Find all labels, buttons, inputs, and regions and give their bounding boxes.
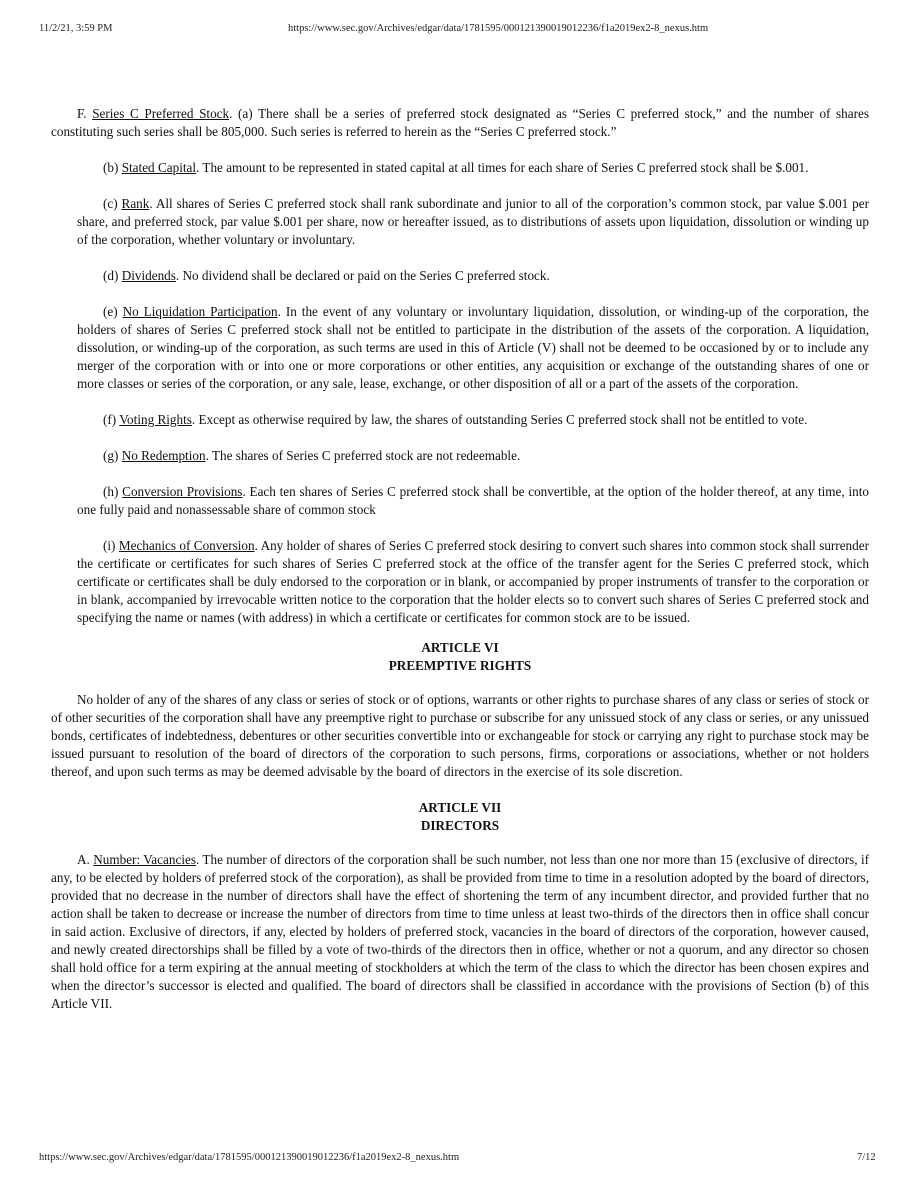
section-g-redemption: (g) No Redemption. The shares of Series C preferred stock are not redeemable.	[103, 448, 521, 463]
section-f-voting-rights: (f) Voting Rights. Except as otherwise required by law, the shares of outstanding Series C preferred stock shall not be entitled to vote.	[103, 412, 808, 427]
section-title: Dividends	[121, 268, 176, 283]
article-title: DIRECTORS	[420, 818, 500, 833]
article-number: ARTICLE VII	[418, 800, 502, 815]
article-number: ARTICLE VI	[421, 640, 499, 655]
article-vi-text: No holder of any of the shares of any class or series of stock or of options, warrants or other rights to purchase shares of any class or series of stock or of other securities of the corporation shall have any preemptive right to purchase or subscribe for any unissued stock of any class or series, or any unissued bonds, certificates of indebtedness, debentures or other securities convertible into or exchangeable for stock or carrying any right to purchase stock may be issued pursuant to resolution of the board of directors of the corporation to such persons, firms, corporations or associations, whether or not holders thereof, and upon such terms as may be deemed advisable by the board of directors in the exercise of its sole discretion.	[51, 692, 869, 779]
page-number: 7/12	[857, 1152, 876, 1163]
section-title: Series C Preferred Stock	[92, 106, 230, 121]
section-f-series-c: F. Series C Preferred Stock. (a) There shall be a series of preferred stock designated as “Series C preferred stock,” and the number of shares constituting such series shall be 805,000. Such series is referred to herein as the “Series C preferred stock.”	[51, 106, 869, 139]
section-title: Number: Vacancies	[93, 852, 196, 867]
section-title: Voting Rights	[119, 412, 192, 427]
article-vi-heading	[51, 639, 869, 675]
section-title: Conversion Provisions	[122, 484, 243, 499]
print-footer-url: https://www.sec.gov/Archives/edgar/data/1781595/000121390019012236/f1a2019ex2-8_nexus.htm	[39, 1152, 460, 1163]
document-body	[51, 105, 869, 1031]
print-header-url: https://www.sec.gov/Archives/edgar/data/1781595/000121390019012236/f1a2019ex2-8_nexus.htm	[288, 23, 709, 34]
print-datetime: 11/2/21, 3:59 PM	[39, 23, 113, 34]
article-vii-heading	[51, 799, 869, 835]
section-title: Rank	[121, 196, 150, 211]
section-title: No Liquidation Participation	[122, 304, 278, 319]
section-d-dividends: (d) Dividends. No dividend shall be declared or paid on the Series C preferred stock.	[103, 268, 550, 283]
section-i-mechanics: (i) Mechanics of Conversion. Any holder of shares of Series C preferred stock desiring to convert such shares into common stock shall surrender the certificate or certificates for such shares of Series C preferred stock at the office of the transfer agent for the Series C preferred stock, which certificate or certificates shall be duly endorsed to the corporation or in blank, or accompanied by proper instruments of transfer to the corporation or in blank, accompanied by irrevocable written notice to the corporation that the holder elects so to convert such shares of Series C preferred stock and specifying the name or names (with address) in which a certificate or certificates for common stock are to be issued.	[77, 538, 869, 625]
section-title: No Redemption	[121, 448, 206, 463]
article-title: PREEMPTIVE RIGHTS	[388, 658, 532, 673]
section-title: Mechanics of Conversion	[118, 538, 255, 553]
section-title: Stated Capital	[121, 160, 197, 175]
section-h-conversion: (h) Conversion Provisions. Each ten shares of Series C preferred stock shall be convertible, at the option of the holder thereof, at any time, into one fully paid and nonassessable share of common stock	[77, 484, 869, 517]
section-c-rank: (c) Rank. All shares of Series C preferred stock shall rank subordinate and junior to all of the corporation’s common stock, par value $.001 per share, and preferred stock, par value $.001 per share, now or hereafter issued, as to distributions of assets upon liquidation, dissolution or winding up of the corporation, whether voluntary or involuntary.	[77, 196, 870, 247]
section-b-stated-capital: (b) Stated Capital. The amount to be represented in stated capital at all times for each share of Series C preferred stock shall be $.001.	[103, 160, 809, 175]
article-vii-section-a: A. Number: Vacancies. The number of directors of the corporation shall be such number, not less than one nor more than 15 (exclusive of directors, if any, to be elected by holders of preferred stock of the corporation), as shall be provided from time to time in a resolution adopted by the board of directors, provided that no decrease in the number of directors shall have the effect of shortening the term of any incumbent director, and provided further that no action shall be taken to decrease or increase the number of directors from time to time unless at least two-thirds of the directors then in office shall concur in said action. Exclusive of directors, if any, elected by holders of preferred stock, vacancies in the board of directors of the corporation, however caused, and newly created directorships shall be filled by a vote of two-thirds of the directors then in office, whether or not a quorum, and any director so chosen shall hold office for a term expiring at the annual meeting of stockholders at which the term of the class to which the director has been chosen expires and when the director’s successor is elected and qualified. The board of directors shall be classified in accordance with the provisions of Section (b) of this Article VII.	[51, 852, 869, 1011]
section-e-liquidation: (e) No Liquidation Participation. In the event of any voluntary or involuntary liquidation, dissolution, or winding-up of the corporation, the holders of shares of Series C preferred stock shall not be entitled to participate in the distribution of the assets of the corporation. A liquidation, dissolution, or winding-up of the corporation, as such terms are used in this of Article (V) shall not be deemed to be occasioned by or to include any merger of the corporation with or into one or more corporations or other entities, any acquisition or exchange of the outstanding shares of one or more classes or series of the corporation, or any sale, lease, exchange, or other disposition of all or a part of the assets of the corporation.	[77, 304, 869, 391]
